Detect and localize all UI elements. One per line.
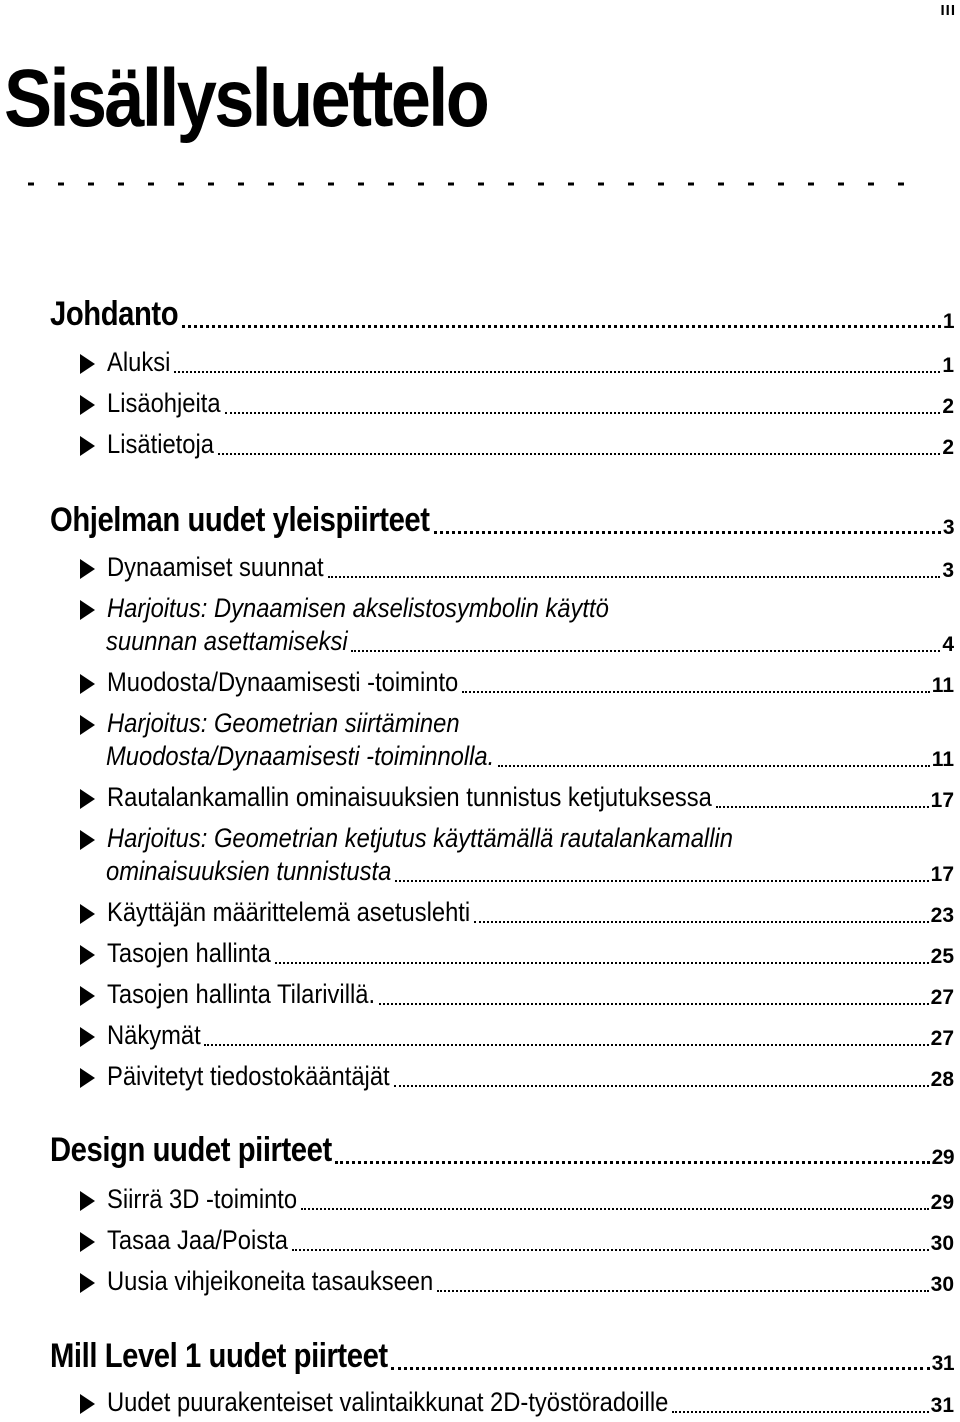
triangle-bullet-icon	[80, 354, 95, 374]
toc-page-number: 17	[930, 863, 954, 886]
toc-entry-label: Harjoitus: Geometrian ketjutus käyttämällä rautalankamallin	[107, 823, 733, 853]
toc-entry[interactable]	[80, 379, 954, 419]
toc-entry-label: Ohjelman uudet yleispiirteet	[50, 501, 430, 539]
triangle-bullet-icon	[80, 1273, 95, 1293]
toc-page-number: 31	[931, 1352, 954, 1375]
toc-entry-label: Uusia vihjeikoneita tasaukseen	[107, 1266, 434, 1296]
toc-entry[interactable]	[80, 338, 954, 378]
toc-entry[interactable]	[80, 658, 954, 698]
toc-page-number: 29	[931, 1146, 954, 1169]
toc-entry[interactable]	[80, 1378, 954, 1418]
dot-leader	[391, 1367, 929, 1370]
page-title: Sisällysluettelo	[4, 53, 488, 144]
toc-section-johdanto[interactable]	[50, 294, 954, 334]
toc-entry-label: Lisäohjeita	[107, 388, 221, 418]
triangle-bullet-icon	[80, 1068, 95, 1088]
toc-page-number: 17	[930, 789, 954, 812]
toc-entry-label: suunnan asettamiseksi	[106, 626, 348, 656]
dot-leader	[379, 1003, 929, 1005]
dot-leader	[395, 880, 928, 882]
dot-leader	[275, 962, 929, 964]
dot-leader	[182, 325, 941, 328]
toc-section-design[interactable]	[50, 1130, 954, 1170]
toc-entry-label: Siirrä 3D -toiminto	[107, 1184, 298, 1214]
toc-entry-continuation[interactable]	[106, 847, 954, 887]
triangle-bullet-icon	[80, 600, 95, 620]
toc-entry-label: ominaisuuksien tunnistusta	[106, 856, 392, 886]
toc-entry-label: Rautalankamallin ominaisuuksien tunnistus ketjutuksessa	[107, 782, 712, 812]
toc-page-number: 25	[930, 945, 954, 968]
toc-page-number: 4	[942, 633, 954, 656]
triangle-bullet-icon	[80, 1232, 95, 1252]
toc-entry-label: Johdanto	[50, 295, 179, 333]
toc-entry-label: Tasojen hallinta Tilarivillä.	[107, 979, 376, 1009]
toc-entry-label: Tasaa Jaa/Poista	[107, 1225, 288, 1255]
dot-leader	[351, 650, 940, 652]
toc-entry-label: Mill Level 1 uudet piirteet	[50, 1337, 388, 1375]
dot-leader	[335, 1161, 929, 1164]
toc-page-number: 23	[930, 904, 954, 927]
toc-entry-label: Design uudet piirteet	[50, 1131, 332, 1169]
triangle-bullet-icon	[80, 904, 95, 924]
toc-entry-continuation[interactable]	[106, 732, 954, 772]
toc-entry-label: Käyttäjän määrittelemä asetuslehti	[107, 897, 471, 927]
toc-entry-label: Aluksi	[107, 347, 171, 377]
toc-entry-label: Dynaamiset suunnat	[107, 552, 324, 582]
triangle-bullet-icon	[80, 945, 95, 965]
toc-entry[interactable]	[80, 773, 954, 813]
dot-leader	[672, 1411, 928, 1413]
page-number: III	[940, 2, 956, 19]
toc-entry-label: Näkymät	[107, 1020, 201, 1050]
triangle-bullet-icon	[80, 830, 95, 850]
toc-page-number: 31	[930, 1394, 954, 1417]
toc-entry[interactable]	[80, 929, 954, 969]
triangle-bullet-icon	[80, 674, 95, 694]
dot-leader	[204, 1044, 928, 1046]
toc-entry-label: Muodosta/Dynaamisesti -toiminto	[107, 667, 459, 697]
toc-entry[interactable]	[80, 1011, 954, 1051]
dot-leader	[218, 453, 941, 455]
triangle-bullet-icon	[80, 789, 95, 809]
dot-leader	[437, 1290, 929, 1292]
toc-page-number: 3	[942, 516, 954, 539]
triangle-bullet-icon	[80, 1394, 95, 1414]
dot-leader	[474, 921, 929, 923]
toc-page-number: 3	[942, 559, 954, 582]
dot-leader	[498, 765, 929, 767]
toc-page-number: 29	[930, 1191, 954, 1214]
toc-entry-label: Harjoitus: Geometrian siirtäminen	[107, 708, 460, 738]
toc-page-number: 30	[930, 1273, 954, 1296]
toc-page-number: 30	[930, 1232, 954, 1255]
toc-entry-label: Päivitetyt tiedostokääntäjät	[107, 1061, 390, 1091]
toc-entry[interactable]	[80, 1052, 954, 1092]
toc-entry-label: Muodosta/Dynaamisesti -toiminnolla.	[106, 741, 495, 771]
triangle-bullet-icon	[80, 436, 95, 456]
triangle-bullet-icon	[80, 559, 95, 579]
toc-entry[interactable]	[80, 888, 954, 928]
triangle-bullet-icon	[80, 986, 95, 1006]
dot-leader	[462, 691, 929, 693]
triangle-bullet-icon	[80, 715, 95, 735]
triangle-bullet-icon	[80, 1027, 95, 1047]
toc-entry-label: Uudet puurakenteiset valintaikkunat 2D-työstöradoille	[107, 1387, 669, 1417]
toc-entry-label: Harjoitus: Dynaamisen akselistosymbolin käyttö	[107, 593, 609, 623]
toc-page-number: 27	[930, 986, 954, 1009]
toc-entry[interactable]	[80, 1175, 954, 1215]
dot-leader	[225, 412, 941, 414]
toc-entry[interactable]	[80, 970, 954, 1010]
toc-entry-continuation[interactable]	[106, 617, 954, 657]
dot-leader	[434, 531, 941, 534]
toc-entry-label: Tasojen hallinta	[107, 938, 271, 968]
toc-entry-label: Lisätietoja	[107, 429, 215, 459]
toc-section-mill[interactable]	[50, 1336, 954, 1376]
dot-leader	[292, 1249, 929, 1251]
toc-entry[interactable]	[80, 1257, 954, 1297]
toc-page-number: 27	[930, 1027, 954, 1050]
toc-page-number: 28	[930, 1068, 954, 1091]
toc-page-number: 1	[942, 354, 954, 377]
toc-page-number: 1	[942, 310, 954, 333]
dot-leader	[716, 806, 928, 808]
toc-entry[interactable]	[80, 420, 954, 460]
toc-page-number: 11	[931, 674, 954, 697]
toc-page-number: 11	[931, 748, 954, 771]
dot-leader	[301, 1208, 928, 1210]
dot-leader	[328, 576, 941, 578]
triangle-bullet-icon	[80, 1191, 95, 1211]
toc-entry[interactable]	[80, 543, 954, 583]
toc-entry[interactable]	[80, 1216, 954, 1256]
dot-leader	[174, 371, 940, 373]
triangle-bullet-icon	[80, 395, 95, 415]
dot-leader	[394, 1085, 929, 1087]
toc-page-number: 2	[942, 436, 954, 459]
toc-page-number: 2	[942, 395, 954, 418]
toc-section-ohjelman[interactable]	[50, 500, 954, 540]
